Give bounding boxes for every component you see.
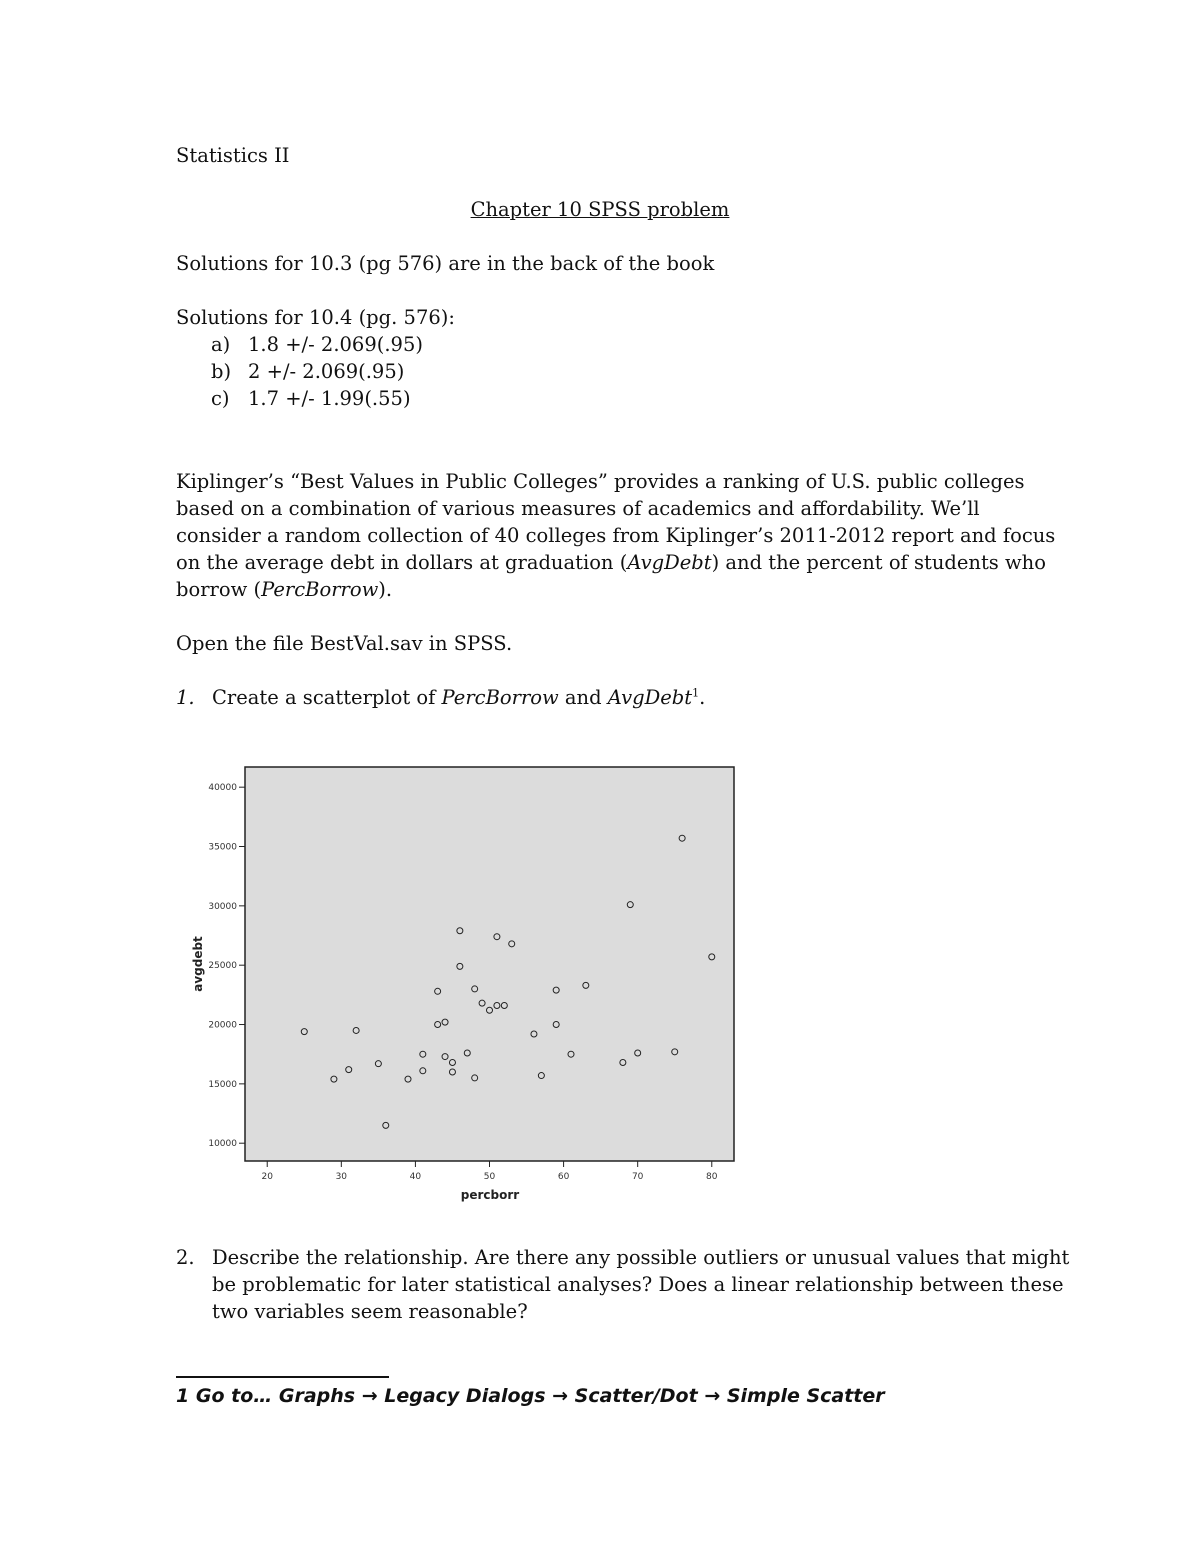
q1-text: and bbox=[558, 686, 608, 709]
open-file-instruction: Open the file BestVal.sav in SPSS. bbox=[176, 632, 513, 655]
list-item-label: c) bbox=[211, 387, 230, 410]
footnote-step: Simple Scatter bbox=[720, 1385, 885, 1407]
var-avgdebt: AvgDebt bbox=[607, 686, 693, 709]
y-axis-label: avgdebt bbox=[191, 936, 205, 992]
y-tick-label: 10000 bbox=[208, 1139, 237, 1150]
x-tick-label: 40 bbox=[409, 1172, 422, 1182]
x-tick-label: 20 bbox=[261, 1172, 273, 1182]
footnote-ref: 1 bbox=[692, 686, 700, 700]
footnote-step: Legacy Dialogs bbox=[377, 1385, 553, 1407]
list-item-text: 2 +/- 2.069(.95) bbox=[248, 360, 405, 383]
footnote-divider bbox=[176, 1376, 389, 1378]
intro-line bbox=[176, 549, 1046, 576]
list-item-label: b) bbox=[211, 360, 232, 383]
intro-text: on the average debt in dollars at graduation ( bbox=[176, 551, 628, 574]
intro-text: ). bbox=[378, 578, 393, 601]
question-1-text bbox=[212, 686, 705, 709]
question-2-text bbox=[212, 1244, 1069, 1325]
footnote-step: Scatter/Dot bbox=[568, 1385, 705, 1407]
plot-area bbox=[245, 767, 734, 1161]
question-number: 2. bbox=[176, 1246, 195, 1269]
var-percborrow: PercBorrow bbox=[441, 686, 559, 709]
y-tick-label: 35000 bbox=[208, 842, 237, 853]
y-axis bbox=[208, 783, 245, 1149]
x-tick-label: 70 bbox=[631, 1172, 644, 1182]
intro-paragraph bbox=[176, 468, 1056, 603]
y-tick-label: 30000 bbox=[208, 901, 237, 912]
x-axis-label: percborr bbox=[460, 1188, 520, 1202]
solutions-10-3: Solutions for 10.3 (pg 576) are in the back of the book bbox=[176, 252, 715, 275]
arrow-right-icon: → bbox=[552, 1385, 569, 1407]
y-tick-label: 40000 bbox=[208, 783, 237, 794]
q1-text: Create a scatterplot of bbox=[212, 686, 442, 709]
arrow-right-icon: → bbox=[704, 1385, 721, 1407]
y-tick-label: 25000 bbox=[208, 961, 237, 972]
intro-line: Kiplinger’s “Best Values in Public Colleges” provides a ranking of U.S. public colleges bbox=[176, 470, 1025, 493]
x-axis bbox=[262, 1161, 718, 1182]
scatterplot bbox=[180, 755, 760, 1215]
chapter-title: Chapter 10 SPSS problem bbox=[470, 198, 730, 221]
x-tick-label: 30 bbox=[335, 1172, 348, 1182]
course-title: Statistics II bbox=[176, 144, 290, 167]
y-tick-label: 15000 bbox=[208, 1079, 237, 1090]
footnote bbox=[176, 1385, 885, 1407]
intro-text: borrow ( bbox=[176, 578, 262, 601]
q1-text: . bbox=[699, 686, 706, 709]
q2-line: two variables seem reasonable? bbox=[212, 1300, 528, 1323]
footnote-text: Go to… Graphs bbox=[189, 1385, 362, 1407]
footnote-number: 1 bbox=[176, 1385, 190, 1407]
x-tick-label: 60 bbox=[557, 1172, 570, 1182]
x-tick-label: 50 bbox=[483, 1172, 496, 1182]
list-item-text: 1.8 +/- 2.069(.95) bbox=[248, 333, 423, 356]
y-tick-label: 20000 bbox=[208, 1020, 237, 1031]
list-item-label: a) bbox=[211, 333, 231, 356]
x-tick-label: 80 bbox=[706, 1172, 718, 1182]
q2-line: be problematic for later statistical analyses? Does a linear relationship between these bbox=[212, 1273, 1064, 1296]
intro-line bbox=[176, 576, 1036, 603]
var-percborrow: PercBorrow bbox=[261, 578, 379, 601]
intro-line: consider a random collection of 40 colleges from Kiplinger’s 2011-2012 report and focus bbox=[176, 524, 1056, 547]
question-1-number bbox=[176, 686, 195, 709]
q2-line: Describe the relationship. Are there any possible outliers or unusual values that might bbox=[212, 1246, 1070, 1269]
solutions-10-4-heading: Solutions for 10.4 (pg. 576): bbox=[176, 306, 455, 329]
arrow-right-icon: → bbox=[361, 1385, 378, 1407]
list-item-text: 1.7 +/- 1.99(.55) bbox=[248, 387, 411, 410]
intro-line: based on a combination of various measures of academics and affordability. We’ll bbox=[176, 497, 980, 520]
question-number: 1. bbox=[176, 686, 195, 709]
intro-text: ) and the percent of students who bbox=[711, 551, 1046, 574]
var-avgdebt: AvgDebt bbox=[627, 551, 712, 574]
